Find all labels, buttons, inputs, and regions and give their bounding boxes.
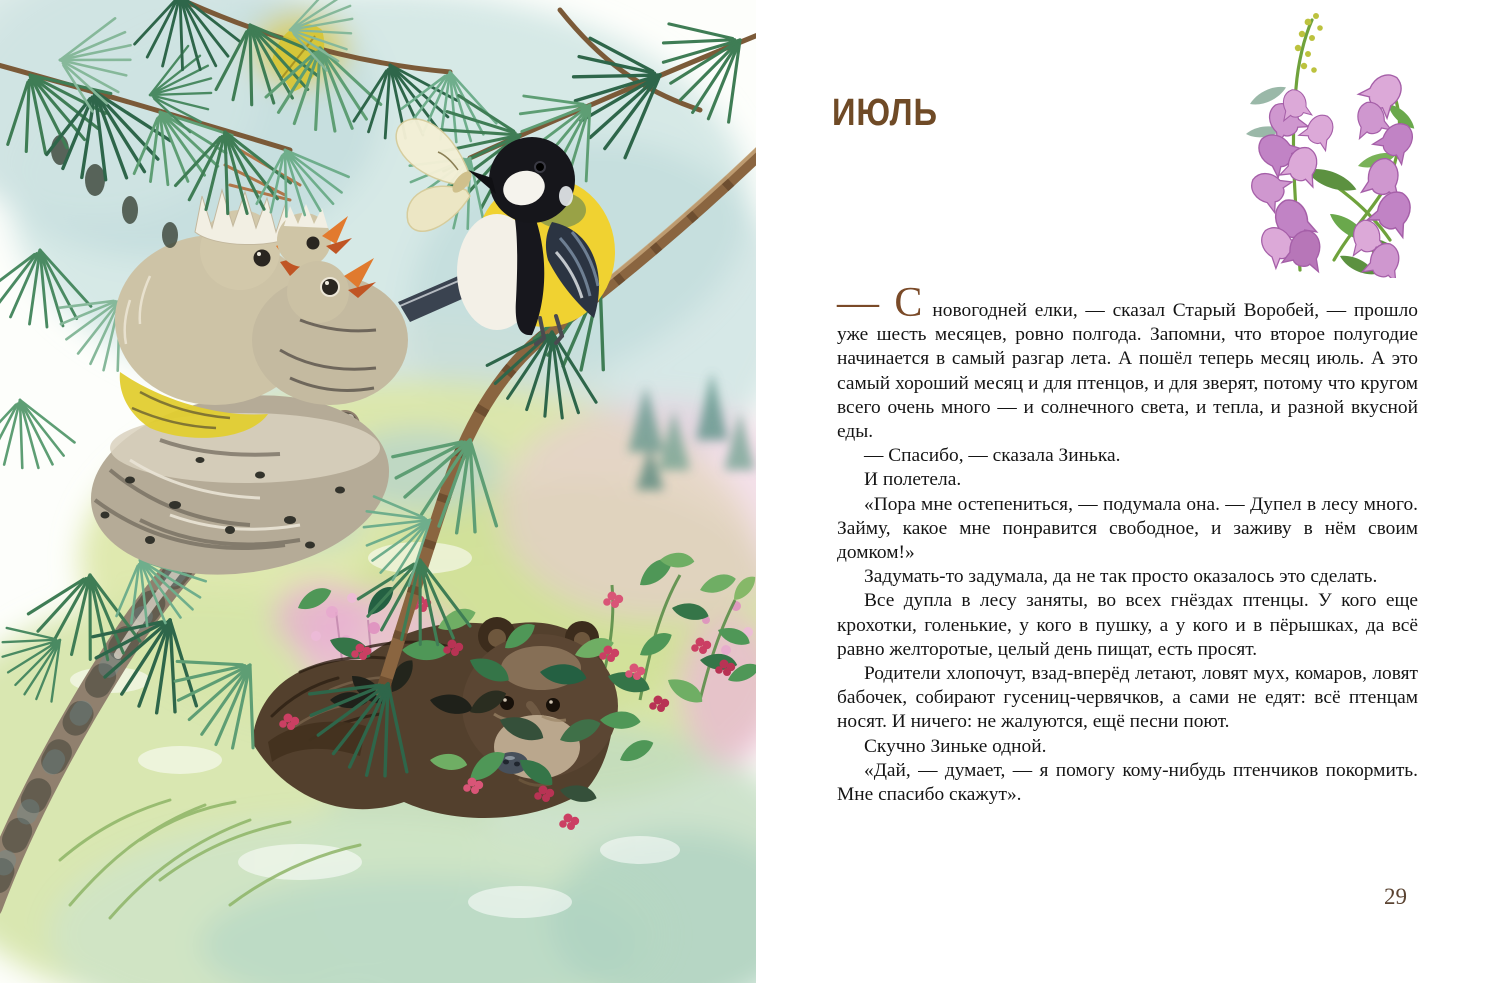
paragraph: «Пора мне остепениться, — подумала она. — Дупел в лесу много. Займу, какое мне понравится свободное, и заживу в нём своим домком!» <box>837 493 1418 564</box>
paragraph-text: новогодней елки, — сказал Старый Воробей, — прошло уже шесть месяцев, ровно полгода. Запомни, что второе полугодие начинается в самый разгар лета. А пошёл теперь месяц июль. А это самый хороший месяц и для птенцов, и для зверят, потому что кругом всего очень много — и солнечного света, и тепла, и разной вкусной еды. <box>837 300 1418 443</box>
paragraph: Все дупла в лесу заняты, во всех гнёздах птенцы. У кого еще крохотки, голенькие, у кого в пушку, а у кого и в пёрышках, да всё равно желторотые, целый день пищат, есть просят. <box>837 590 1418 660</box>
bellflower-illustration <box>1238 8 1444 278</box>
page-number: 29 <box>1384 884 1407 909</box>
right-page <box>756 0 1512 983</box>
paragraph: «Дай, — думает, — я помогу кому-нибудь птенчиков покормить. Мне спасибо скажут». <box>837 759 1418 806</box>
story-text <box>837 280 1418 807</box>
paragraph: И полетела. <box>864 469 962 491</box>
paragraph: Родители хлопочут, взад-вперёд летают, ловят мух, комаров, ловят бабочек, собирают гусениц-червячков, а сами не едят: всё птенцам носят. И ничего: не жалуются, ещё песни поют. <box>837 663 1418 733</box>
paragraph: — Спасибо, — сказала Зинька. <box>864 445 1121 467</box>
paragraph: Скучно Зиньке одной. <box>864 735 1047 757</box>
paragraph: Задумать-то задумала, да не так просто оказалось это сделать. <box>864 566 1378 588</box>
paragraph <box>837 280 1418 444</box>
chapter-title: ИЮЛЬ <box>832 92 938 134</box>
drop-cap: — С <box>837 280 924 326</box>
